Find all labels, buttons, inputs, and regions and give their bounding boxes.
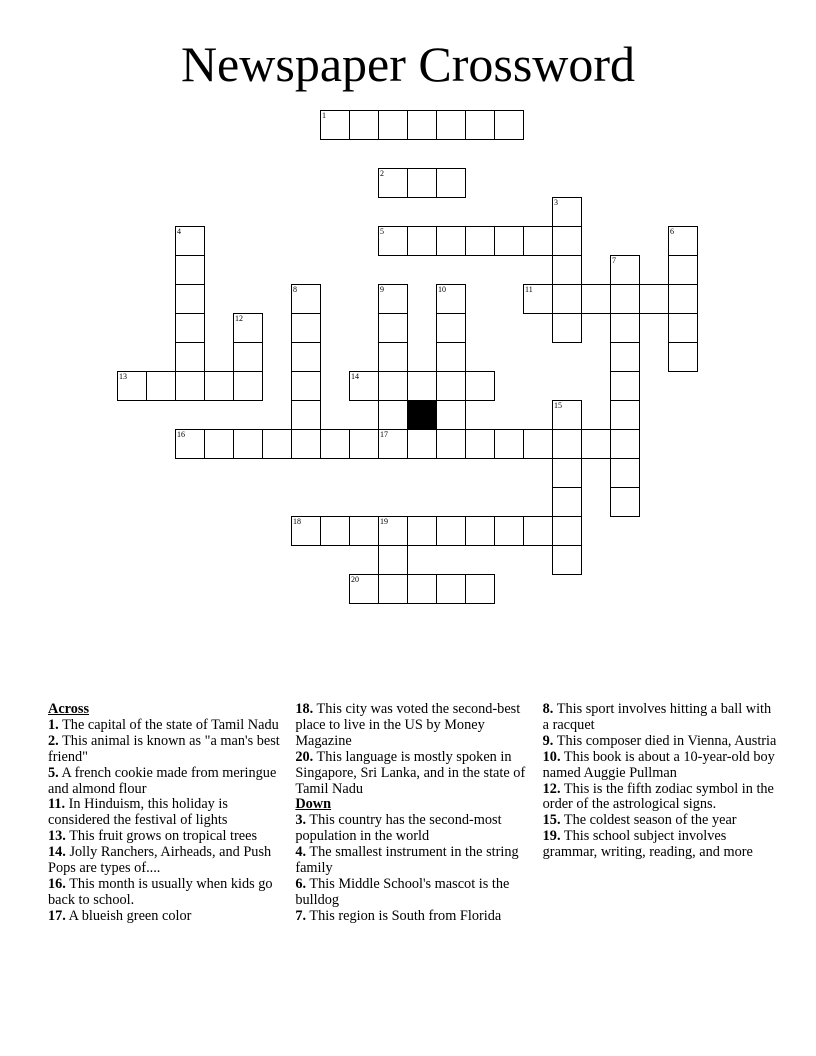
clue-number: 9 [380, 285, 384, 294]
clue-text: The smallest instrument in the string family [295, 844, 519, 877]
grid-cell[interactable] [436, 516, 466, 546]
grid-cell[interactable] [523, 226, 553, 256]
clue-num: 3. [295, 812, 307, 829]
grid-cell[interactable] [349, 110, 379, 140]
grid-cell[interactable] [291, 516, 321, 546]
grid-cell[interactable] [378, 284, 408, 314]
across-clue [48, 766, 283, 798]
down-heading: Down [295, 796, 332, 813]
grid-cell[interactable] [552, 516, 582, 546]
clue-text: A french cookie made from meringue and almond flour [48, 764, 277, 797]
grid-cell[interactable] [552, 545, 582, 575]
down-clue [543, 782, 778, 814]
grid-cell[interactable] [610, 342, 640, 372]
across-clue [295, 750, 530, 798]
across-clue [48, 718, 283, 734]
black-square [407, 400, 437, 430]
across-clue [48, 909, 283, 925]
clue-num: 15. [542, 812, 561, 829]
grid-cell[interactable] [610, 458, 640, 488]
clue-text: This animal is known as "a man's best friend" [48, 732, 280, 765]
grid-cell[interactable] [407, 574, 437, 604]
grid-cell[interactable] [610, 400, 640, 430]
clue-num: 20. [295, 748, 314, 765]
grid-cell[interactable] [233, 371, 263, 401]
grid-cell[interactable] [552, 284, 582, 314]
grid-cell[interactable] [552, 487, 582, 517]
clue-text: This sport involves hitting a ball with a racquet [542, 701, 772, 733]
clue-number: 19 [380, 517, 388, 526]
grid-cell[interactable] [378, 371, 408, 401]
grid-cell[interactable] [175, 342, 205, 372]
clue-number: 1 [322, 111, 326, 120]
grid-cell[interactable] [668, 284, 698, 314]
grid-cell[interactable] [494, 516, 524, 546]
clue-text: This Middle School's mascot is the bulldog [295, 875, 510, 908]
down-clue [543, 750, 778, 782]
clue-text: The coldest season of the year [563, 812, 737, 829]
clue-number: 7 [612, 256, 616, 265]
grid-cell[interactable] [407, 226, 437, 256]
clue-number: 6 [670, 227, 674, 236]
grid-cell[interactable] [407, 516, 437, 546]
clue-text: This region is South from Florida [309, 907, 502, 924]
grid-cell[interactable] [407, 168, 437, 198]
grid-cell[interactable] [523, 284, 553, 314]
grid-cell[interactable] [349, 516, 379, 546]
grid-cell[interactable] [378, 429, 408, 459]
grid-cell[interactable] [436, 400, 466, 430]
grid-cell[interactable] [349, 574, 379, 604]
grid-cell[interactable] [378, 545, 408, 575]
grid-cell[interactable] [523, 516, 553, 546]
grid-cell[interactable] [175, 371, 205, 401]
grid-cell[interactable] [494, 110, 524, 140]
grid-cell[interactable] [407, 429, 437, 459]
clue-number: 17 [380, 430, 388, 439]
down-clue [543, 734, 778, 750]
grid-cell[interactable] [552, 400, 582, 430]
clue-num: 6. [295, 875, 307, 892]
grid-cell[interactable] [175, 226, 205, 256]
grid-cell[interactable] [494, 429, 524, 459]
grid-cell[interactable] [552, 255, 582, 285]
clue-number: 12 [235, 314, 243, 323]
grid-cell[interactable] [204, 429, 234, 459]
grid-cell[interactable] [436, 342, 466, 372]
grid-cell[interactable] [349, 429, 379, 459]
clue-number: 3 [554, 198, 558, 207]
grid-cell[interactable] [320, 110, 350, 140]
grid-cell[interactable] [465, 574, 495, 604]
grid-cell[interactable] [233, 342, 263, 372]
down-clue [295, 813, 530, 845]
grid-cell[interactable] [204, 371, 234, 401]
grid-cell[interactable] [465, 429, 495, 459]
grid-cell[interactable] [146, 371, 176, 401]
grid-cell[interactable] [233, 313, 263, 343]
clue-list [48, 702, 778, 942]
grid-cell[interactable] [175, 429, 205, 459]
clue-number: 4 [177, 227, 181, 236]
down-clue [543, 813, 778, 829]
clue-text: This book is about a 10-year-old boy named Auggie Pullman [542, 748, 775, 781]
grid-cell[interactable] [320, 516, 350, 546]
grid-cell[interactable] [436, 226, 466, 256]
clue-text: This fruit grows on tropical trees [69, 828, 258, 845]
grid-cell[interactable] [378, 400, 408, 430]
grid-cell[interactable] [117, 371, 147, 401]
grid-cell[interactable] [291, 342, 321, 372]
grid-cell[interactable] [610, 371, 640, 401]
across-heading: Across [48, 701, 90, 717]
grid-cell[interactable] [291, 284, 321, 314]
clue-number: 11 [525, 285, 533, 294]
clue-num: 16. [48, 875, 66, 892]
grid-cell[interactable] [175, 255, 205, 285]
grid-cell[interactable] [436, 429, 466, 459]
grid-cell[interactable] [407, 371, 437, 401]
across-clue [295, 702, 530, 750]
grid-cell[interactable] [552, 197, 582, 227]
grid-cell[interactable] [378, 168, 408, 198]
grid-cell[interactable] [668, 226, 698, 256]
grid-cell[interactable] [610, 284, 640, 314]
grid-cell[interactable] [494, 226, 524, 256]
grid-cell[interactable] [465, 226, 495, 256]
grid-cell[interactable] [552, 458, 582, 488]
clue-text: In Hinduism, this holiday is considered the festival of lights [48, 796, 228, 829]
grid-cell[interactable] [581, 429, 611, 459]
down-clue [295, 877, 530, 909]
grid-cell[interactable] [436, 574, 466, 604]
grid-cell[interactable] [407, 110, 437, 140]
grid-cell[interactable] [465, 516, 495, 546]
grid-cell[interactable] [552, 429, 582, 459]
grid-cell[interactable] [320, 429, 350, 459]
grid-cell[interactable] [465, 371, 495, 401]
clue-num: 19. [542, 828, 561, 845]
down-clue [543, 829, 778, 861]
clue-text: A blueish green color [68, 907, 192, 924]
clue-number: 18 [293, 517, 301, 526]
grid-cell[interactable] [552, 313, 582, 343]
grid-cell[interactable] [291, 371, 321, 401]
clue-text: This month is usually when kids go back to school. [48, 875, 273, 908]
clue-num: 1. [48, 716, 59, 733]
clue-number: 10 [438, 285, 446, 294]
clue-text: This school subject involves grammar, writing, reading, and more [542, 828, 753, 861]
down-clue [295, 909, 530, 925]
clue-number: 20 [351, 575, 359, 584]
clue-num: 17. [48, 907, 66, 924]
clue-num: 5. [48, 764, 59, 781]
grid-cell[interactable] [378, 313, 408, 343]
grid-cell[interactable] [378, 342, 408, 372]
across-clue [48, 877, 283, 909]
clue-text: The capital of the state of Tamil Nadu [62, 716, 279, 733]
clue-number: 2 [380, 169, 384, 178]
grid-cell[interactable] [378, 110, 408, 140]
clue-num: 11. [48, 796, 66, 813]
grid-cell[interactable] [610, 255, 640, 285]
grid-cell[interactable] [436, 284, 466, 314]
grid-cell[interactable] [610, 429, 640, 459]
grid-cell[interactable] [552, 226, 582, 256]
grid-cell[interactable] [668, 255, 698, 285]
clue-text: This composer died in Vienna, Austria [556, 732, 777, 749]
clue-num: 18. [295, 701, 314, 717]
clue-number: 16 [177, 430, 185, 439]
clue-number: 5 [380, 227, 384, 236]
clue-num: 9. [542, 732, 554, 749]
grid-cell[interactable] [465, 110, 495, 140]
clue-text: This country has the second-most population in the world [295, 812, 502, 845]
grid-cell[interactable] [668, 313, 698, 343]
clue-num: 8. [542, 701, 554, 717]
clue-num: 12. [542, 780, 561, 797]
grid-cell[interactable] [610, 313, 640, 343]
across-clue [48, 797, 283, 829]
grid-cell[interactable] [436, 110, 466, 140]
down-clue [543, 702, 778, 734]
across-clue [48, 845, 283, 877]
clue-num: 14. [48, 844, 66, 861]
grid-cell[interactable] [436, 371, 466, 401]
clue-text: This language is mostly spoken in Singapore, Sri Lanka, and in the state of Tamil Nadu [295, 748, 526, 797]
clue-num: 7. [295, 907, 307, 924]
grid-cell[interactable] [262, 429, 292, 459]
clue-text: This city was voted the second-best place to live in the US by Money Magazine [295, 701, 521, 749]
clue-text: This is the fifth zodiac symbol in the order of the astrological signs. [542, 780, 774, 813]
grid-cell[interactable] [233, 429, 263, 459]
grid-cell[interactable] [436, 168, 466, 198]
grid-cell[interactable] [378, 226, 408, 256]
down-clue [295, 845, 530, 877]
grid-cell[interactable] [378, 516, 408, 546]
clue-text: Jolly Ranchers, Airheads, and Push Pops are types of.... [48, 844, 272, 877]
grid-cell[interactable] [291, 313, 321, 343]
clue-number: 15 [554, 401, 562, 410]
clue-num: 2. [48, 732, 59, 749]
clue-number: 13 [119, 372, 127, 381]
grid-cell[interactable] [610, 487, 640, 517]
across-clue [48, 829, 283, 845]
grid-cell[interactable] [175, 284, 205, 314]
clue-num: 10. [542, 748, 561, 765]
grid-cell[interactable] [291, 400, 321, 430]
grid-cell[interactable] [349, 371, 379, 401]
clue-num: 4. [295, 844, 307, 861]
grid-cell[interactable] [523, 429, 553, 459]
clue-number: 8 [293, 285, 297, 294]
grid-cell[interactable] [581, 284, 611, 314]
grid-cell[interactable] [291, 429, 321, 459]
grid-cell[interactable] [668, 342, 698, 372]
clue-number: 14 [351, 372, 359, 381]
grid-cell[interactable] [436, 313, 466, 343]
across-clue [48, 734, 283, 766]
page-title: Newspaper Crossword [180, 36, 636, 92]
grid-cell[interactable] [175, 313, 205, 343]
clue-num: 13. [48, 828, 66, 845]
grid-cell[interactable] [639, 284, 669, 314]
grid-cell[interactable] [378, 574, 408, 604]
